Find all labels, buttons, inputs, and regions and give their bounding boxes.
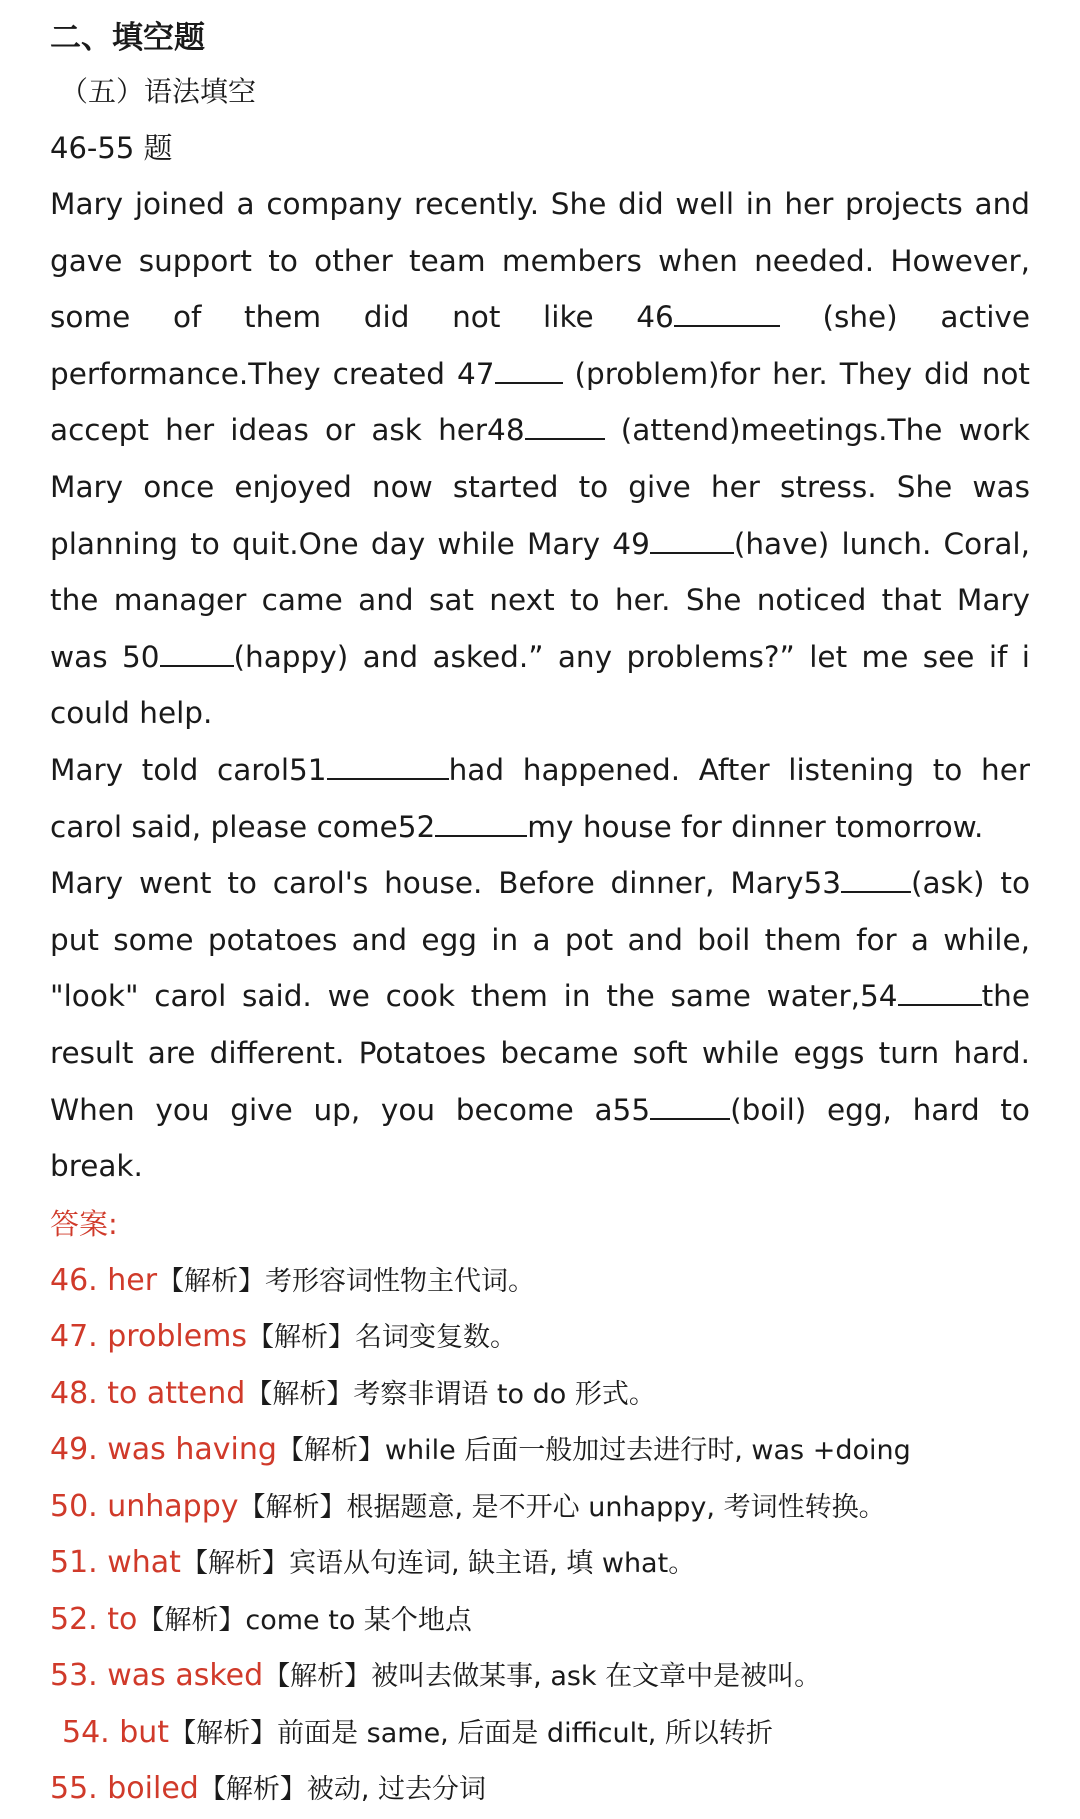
subsection-title: （五）语法填空: [60, 75, 257, 108]
answer-list: [50, 1253, 1030, 1818]
blank-49: [650, 521, 734, 554]
passage-text: Mary told carol51: [50, 752, 327, 787]
answer-explanation: 【解析】被动, 过去分词: [198, 1774, 486, 1806]
passage: [50, 176, 1030, 1195]
answer-key: 47. problems: [50, 1319, 248, 1355]
blank-51: [327, 747, 449, 780]
answer-key: 46. her: [50, 1262, 158, 1298]
passage-paragraph-2: [50, 742, 1030, 855]
passage-text: (boil) egg, hard to break.: [50, 1092, 1030, 1184]
blank-47: [495, 351, 563, 384]
answer-item: [50, 1535, 1030, 1592]
blank-54: [898, 973, 982, 1006]
answer-item: [50, 1705, 1030, 1762]
blank-53: [841, 860, 911, 893]
passage-text: my house for dinner tomorrow.: [527, 809, 984, 844]
passage-text: (problem)for her. They did not accept her ideas or ask her48: [50, 356, 1030, 448]
blank-48: [525, 407, 605, 440]
answer-key: 53. was asked: [50, 1658, 264, 1694]
answer-explanation: 【解析】考形容词性物主代词。: [157, 1265, 536, 1297]
answer-item: [50, 1761, 1030, 1818]
passage-text: (ask) to put some potatoes and egg in a pot and boil them for a while, "look" carol said. we cook them in the same water,54: [50, 866, 1030, 1014]
answer-explanation: 【解析】come to 某个地点: [137, 1604, 472, 1636]
answers-title: 答案:: [50, 1206, 118, 1241]
answer-item: [50, 1422, 1030, 1479]
answer-explanation: 【解析】根据题意, 是不开心 unhappy, 考词性转换。: [238, 1491, 886, 1523]
passage-text: (have) lunch. Coral, the manager came and sat next to her. She noticed that Mary was 50: [50, 526, 1030, 674]
passage-paragraph-1: [50, 176, 1030, 742]
section-title: 二、填空题: [50, 20, 205, 56]
answer-key: 51. what: [50, 1545, 181, 1581]
answer-key: 49. was having: [50, 1432, 277, 1468]
answer-key: 50. unhappy: [50, 1488, 239, 1524]
blank-46: [674, 294, 780, 327]
passage-text: Mary went to carol's house. Before dinner, Mary53: [50, 866, 841, 901]
blank-55: [650, 1087, 730, 1120]
question-range: 46-55 题: [50, 131, 173, 165]
answer-item: [50, 1592, 1030, 1649]
passage-text: (attend)meetings.The work Mary once enjoyed now started to give her stress. She was planning to quit.One day while Mary 49: [50, 413, 1030, 561]
answer-key: 48. to attend: [50, 1375, 246, 1411]
passage-text: (she) active performance.They created 47: [50, 300, 1030, 391]
answer-key: 54. but: [62, 1714, 170, 1750]
passage-text: had happened. After listening to her carol said, please come52: [50, 752, 1031, 844]
answer-explanation: 【解析】名词变复数。: [247, 1322, 518, 1354]
answer-item: [50, 1253, 1030, 1310]
answer-item: [50, 1648, 1030, 1705]
answer-key: 55. boiled: [50, 1771, 199, 1807]
passage-text: Mary joined a company recently. She did well in her projects and gave support to other team members when needed. However, some of them did not like 46: [50, 187, 1030, 335]
answer-item: [50, 1366, 1030, 1423]
answer-item: [50, 1479, 1030, 1536]
passage-text: (happy) and asked.” any problems?” let me see if i could help.: [50, 639, 1030, 731]
answer-explanation: 【解析】考察非谓语 to do 形式。: [245, 1378, 656, 1410]
answer-explanation: 【解析】被叫去做某事, ask 在文章中是被叫。: [263, 1661, 822, 1693]
answer-key: 52. to: [50, 1601, 138, 1637]
passage-text: the result are different. Potatoes became soft while eggs turn hard. When you give up, you become a55: [50, 979, 1030, 1127]
blank-50: [160, 634, 234, 667]
answer-item: [50, 1309, 1030, 1366]
passage-paragraph-3: [50, 855, 1030, 1195]
answer-explanation: 【解析】前面是 same, 后面是 difficult, 所以转折: [169, 1717, 773, 1749]
answer-explanation: 【解析】while 后面一般加过去进行时, was +doing: [276, 1435, 911, 1467]
answer-explanation: 【解析】宾语从句连词, 缺主语, 填 what。: [180, 1548, 696, 1580]
blank-52: [435, 804, 527, 837]
